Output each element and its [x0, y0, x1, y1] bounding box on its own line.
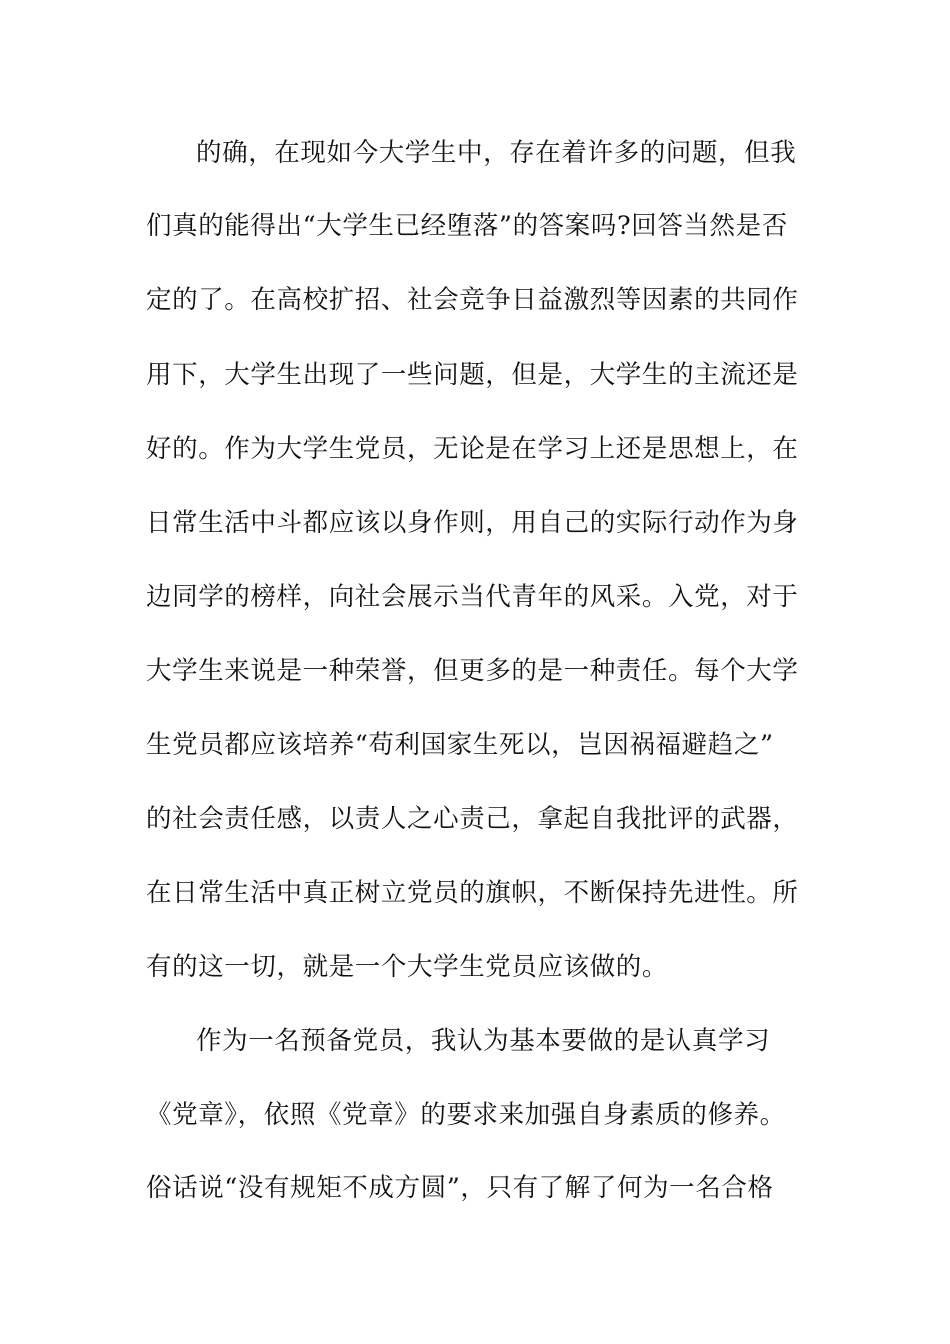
text-line: 的社会责任感，以责人之心责己，拿起自我批评的武器，	[146, 804, 799, 834]
text-line: 的确，在现如今大学生中，存在着许多的问题，但我	[196, 138, 797, 168]
text-line: 边同学的榜样，向社会展示当代青年的风采。入党，对于	[146, 582, 799, 612]
text-line: 在日常生活中真正树立党员的旗帜，不断保持先进性。所	[146, 878, 799, 908]
text-line: 生党员都应该培养“苟利国家生死以，岂因祸福避趋之”	[146, 730, 774, 760]
text-line: 俗话说“没有规矩不成方圆”，只有了解了何为一名合格	[146, 1173, 774, 1203]
text-line: 用下，大学生出现了一些问题，但是，大学生的主流还是	[146, 360, 799, 390]
text-line: 大学生来说是一种荣誉，但更多的是一种责任。每个大学	[146, 656, 799, 686]
text-line: 作为一名预备党员，我认为基本要做的是认真学习	[196, 1026, 771, 1056]
text-line: 定的了。在高校扩招、社会竞争日益激烈等因素的共同作	[146, 285, 799, 315]
text-line: 日常生活中斗都应该以身作则，用自己的实际行动作为身	[146, 508, 799, 538]
text-line: 《党章》，依照《党章》的要求来加强自身素质的修养。	[146, 1100, 786, 1130]
text-line: 们真的能得出“大学生已经堕落”的答案吗?回答当然是否	[146, 211, 788, 241]
text-line: 有的这一切，就是一个大学生党员应该做的。	[146, 952, 669, 982]
text-line: 好的。作为大学生党员，无论是在学习上还是思想上，在	[146, 434, 799, 464]
